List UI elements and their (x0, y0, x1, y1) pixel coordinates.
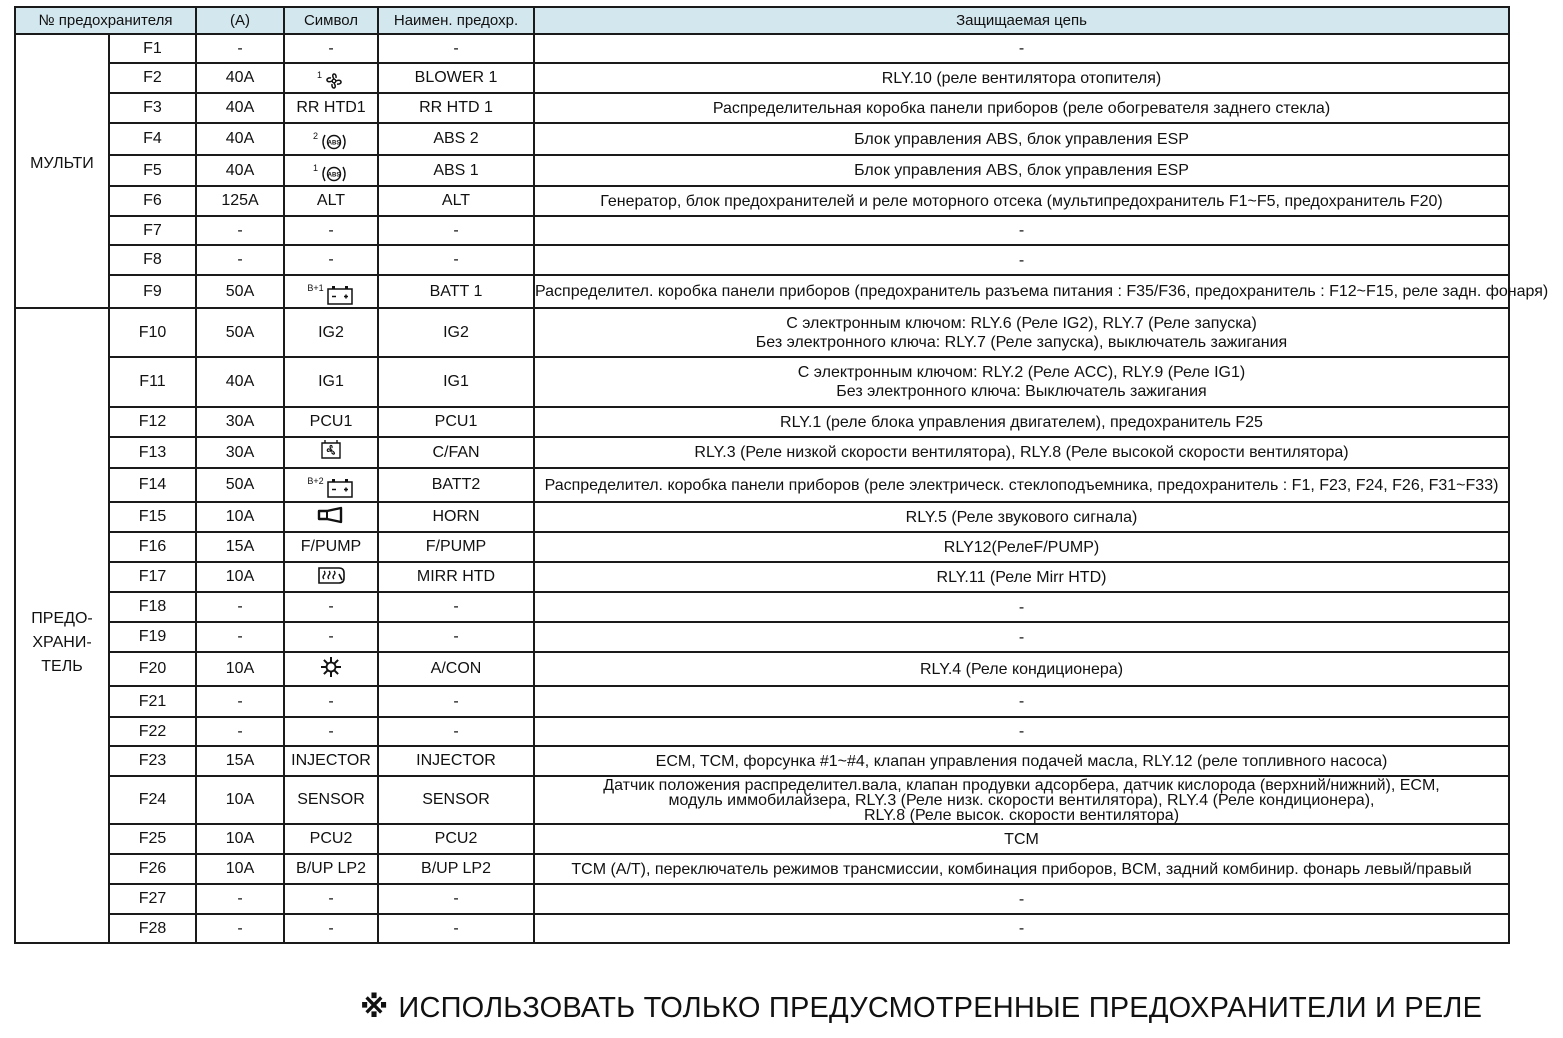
reference-mark-icon: ※ (360, 992, 389, 1024)
fuse-id: F9 (109, 275, 196, 308)
protected-circuit (534, 884, 1509, 914)
fuse-name: - (378, 884, 534, 914)
table-row (15, 407, 1509, 437)
fuse-symbol: - (284, 622, 378, 652)
table-row (15, 93, 1509, 123)
footer-text: ИСПОЛЬЗОВАТЬ ТОЛЬКО ПРЕДУСМОТРЕННЫЕ ПРЕДОХРАНИТЕЛИ И РЕЛЕ (398, 992, 1483, 1024)
protected-circuit (534, 592, 1509, 622)
circuit-line: Без электронного ключа: RLY.7 (Реле запуска), выключатель зажигания (755, 333, 1288, 351)
fuse-amperage: 10A (196, 776, 284, 824)
table-row (15, 123, 1509, 155)
table-row (15, 468, 1509, 502)
protected-circuit (534, 155, 1509, 186)
circuit-line: RLY.5 (Реле звукового сигнала) (905, 508, 1138, 526)
table-row (15, 592, 1509, 622)
circuit-line: Блок управления ABS, блок управления ESP (854, 130, 1189, 148)
fuse-name: B/UP LP2 (378, 854, 534, 884)
fuse-id: F18 (109, 592, 196, 622)
table-row (15, 884, 1509, 914)
fuse-amperage: 15A (196, 532, 284, 562)
fuse-name: PCU2 (378, 824, 534, 854)
table-row (15, 437, 1509, 468)
fuse-amperage: - (196, 216, 284, 245)
fuse-name: - (378, 34, 534, 63)
circuit-line: RLY.10 (реле вентилятора отопителя) (881, 69, 1162, 87)
circuit-line: Распределител. коробка панели приборов (реле электрическ. стеклоподъемника, предохранитель : F1, F23, F24, F26, F31~F33) (544, 476, 1499, 494)
circuit-line: модуль иммобилайзера, RLY.3 (Реле низк. скорости вентилятора), RLY.4 (Реле кондиционера), (668, 791, 1375, 809)
table-row (15, 34, 1509, 63)
circuit-line: - (1018, 598, 1025, 616)
fuse-amperage: - (196, 592, 284, 622)
protected-circuit (534, 308, 1509, 357)
svg-text:ABS: ABS (327, 140, 341, 147)
circuit-line: RLY.4 (Реле кондиционера) (919, 660, 1124, 678)
circuit-line: - (1018, 628, 1025, 646)
fuse-id: F23 (109, 746, 196, 776)
fuse-id: F2 (109, 63, 196, 93)
fuse-id: F4 (109, 123, 196, 155)
fuse-symbol: - (284, 717, 378, 746)
circuit-line: - (1018, 40, 1025, 57)
fuse-symbol: - (284, 245, 378, 275)
fuse-amperage: 40A (196, 357, 284, 407)
fuse-symbol (284, 63, 378, 93)
horn-icon (315, 506, 347, 524)
fuse-symbol (284, 437, 378, 468)
fuse-id: F6 (109, 186, 196, 216)
fuse-name: RR HTD 1 (378, 93, 534, 123)
circuit-line: TCM (A/T), переключатель режимов трансмиссии, комбинация приборов, BCM, задний комбинир. фонарь левый/правый (571, 860, 1472, 878)
fuse-amperage: 40A (196, 155, 284, 186)
fuse-id: F26 (109, 854, 196, 884)
fuse-amperage: 40A (196, 63, 284, 93)
fuse-name: - (378, 622, 534, 652)
table-row (15, 652, 1509, 686)
protected-circuit (534, 63, 1509, 93)
fuse-name: ABS 1 (378, 155, 534, 186)
fuse-symbol: SENSOR (284, 776, 378, 824)
svg-text:ABS: ABS (327, 172, 341, 178)
mirror-heater-icon (315, 564, 347, 586)
group-multi-label (15, 34, 109, 308)
table-row (15, 686, 1509, 717)
circuit-line: - (1018, 920, 1025, 937)
group-label-line: ХРАНИ- (32, 634, 92, 651)
fuse-name: A/CON (378, 652, 534, 686)
circuit-line: RLY.1 (реле блока управления двигателем), предохранитель F25 (780, 413, 1263, 431)
fuse-symbol: ALT (284, 186, 378, 216)
fuse-id: F1 (109, 34, 196, 63)
protected-circuit (534, 407, 1509, 437)
circuit-line: TCM (1004, 830, 1039, 848)
circuit-line: Распределительная коробка панели приборов (реле обогревателя заднего стекла) (712, 99, 1331, 117)
fuse-symbol (284, 562, 378, 592)
fuse-id: F12 (109, 407, 196, 437)
fuse-amperage: 10A (196, 562, 284, 592)
air-conditioner-icon (318, 654, 344, 680)
header-amps: (A) (196, 7, 284, 34)
table-row (15, 532, 1509, 562)
fuse-symbol: PCU2 (284, 824, 378, 854)
fuse-name: SENSOR (378, 776, 534, 824)
fuse-id: F7 (109, 216, 196, 245)
fuse-name: - (378, 914, 534, 943)
fuse-amperage: - (196, 884, 284, 914)
circuit-line: Блок управления ABS, блок управления ESP (854, 162, 1189, 179)
group-label-line: ПРЕДО- (31, 610, 93, 627)
protected-circuit (534, 216, 1509, 245)
fuse-name: - (378, 717, 534, 746)
table-row (15, 216, 1509, 245)
circuit-line: RLY.11 (Реле Mirr HTD) (936, 568, 1107, 586)
symbol-index: B+1 (307, 282, 324, 293)
fuse-id: F19 (109, 622, 196, 652)
fuse-symbol (284, 155, 378, 186)
table-row (15, 776, 1509, 824)
protected-circuit (534, 532, 1509, 562)
table-row (15, 186, 1509, 216)
fuse-symbol: IG2 (284, 308, 378, 357)
fuse-amperage: 40A (196, 123, 284, 155)
fuse-id: F22 (109, 717, 196, 746)
table-row (15, 717, 1509, 746)
abs-icon (313, 132, 349, 152)
circuit-line: RLY.8 (Реле высок. скорости вентилятора) (863, 806, 1180, 824)
fuse-symbol: F/PUMP (284, 532, 378, 562)
fuse-amperage: 15A (196, 746, 284, 776)
fuse-amperage: - (196, 914, 284, 943)
fuse-name: BATT 1 (378, 275, 534, 308)
fuse-id: F8 (109, 245, 196, 275)
header-fuse-no: № предохранителя (15, 7, 196, 34)
fuse-id: F15 (109, 502, 196, 532)
table-row (15, 914, 1509, 943)
fuse-id: F28 (109, 914, 196, 943)
fuse-name: HORN (378, 502, 534, 532)
table-body (15, 34, 1549, 943)
protected-circuit (534, 186, 1509, 216)
fuse-name: BATT2 (378, 468, 534, 502)
circuit-line: - (1018, 890, 1025, 908)
circuit-line: - (1018, 723, 1025, 740)
fuse-table (14, 6, 1549, 944)
table-row (15, 824, 1509, 854)
fuse-symbol (284, 502, 378, 532)
fuse-id: F11 (109, 357, 196, 407)
protected-circuit (534, 622, 1509, 652)
fuse-amperage: 10A (196, 652, 284, 686)
fuse-id: F17 (109, 562, 196, 592)
fuse-amperage: 30A (196, 407, 284, 437)
circuit-line: - (1018, 693, 1025, 710)
circuit-line: RLY.3 (Реле низкой скорости вентилятора), RLY.8 (Реле высокой скорости вентилятора) (694, 444, 1349, 461)
fuse-id: F16 (109, 532, 196, 562)
fuse-id: F5 (109, 155, 196, 186)
fuse-amperage: 30A (196, 437, 284, 468)
protected-circuit (534, 776, 1509, 824)
fuse-amperage: 125A (196, 186, 284, 216)
protected-circuit (534, 824, 1509, 854)
group-fuse-label (15, 308, 109, 943)
circuit-line: С электронным ключом: RLY.6 (Реле IG2), RLY.7 (Реле запуска) (786, 314, 1257, 332)
fuse-name: ALT (378, 186, 534, 216)
fuse-symbol (284, 275, 378, 308)
fuse-amperage: 50A (196, 468, 284, 502)
fuse-name: MIRR HTD (378, 562, 534, 592)
fuse-name: C/FAN (378, 437, 534, 468)
protected-circuit (534, 914, 1509, 943)
fuse-id: F25 (109, 824, 196, 854)
symbol-index: 1 (312, 162, 318, 173)
fuse-symbol: - (284, 34, 378, 63)
group-label-line: ТЕЛЬ (41, 658, 83, 675)
table-row (15, 746, 1509, 776)
fuse-symbol: - (284, 914, 378, 943)
table-row (15, 308, 1509, 357)
fuse-id: F21 (109, 686, 196, 717)
fuse-symbol: - (284, 686, 378, 717)
cooling-fan-icon (316, 438, 346, 462)
circuit-line: ECM, TCM, форсунка #1~#4, клапан управления подачей масла, RLY.12 (реле топливного насоса) (655, 752, 1388, 770)
protected-circuit (534, 502, 1509, 532)
fuse-symbol (284, 468, 378, 502)
fuse-symbol: IG1 (284, 357, 378, 407)
circuit-line: Генератор, блок предохранителей и реле моторного отсека (мультипредохранитель F1~F5, предохранитель F20) (600, 192, 1443, 210)
fuse-amperage: 10A (196, 854, 284, 884)
fuse-id: F20 (109, 652, 196, 686)
fuse-id: F13 (109, 437, 196, 468)
fuse-amperage: 50A (196, 308, 284, 357)
circuit-line: С электронным ключом: RLY.2 (Реле ACC), RLY.9 (Реле IG1) (797, 364, 1246, 381)
protected-circuit (534, 468, 1509, 502)
fuse-name: ABS 2 (378, 123, 534, 155)
battery-icon (307, 477, 354, 499)
fuse-amperage: - (196, 622, 284, 652)
fuse-symbol: B/UP LP2 (284, 854, 378, 884)
fuse-amperage: 50A (196, 275, 284, 308)
symbol-index: B+2 (307, 476, 324, 486)
fuse-amperage: - (196, 717, 284, 746)
protected-circuit (534, 34, 1509, 63)
table-row (15, 245, 1509, 275)
header-symbol: Символ (284, 7, 378, 34)
circuit-line: Распределител. коробка панели приборов (предохранитель разъема питания : F35/F36, предохранитель : F12~F15, реле задн. фонаря) (535, 283, 1549, 300)
fuse-amperage: 10A (196, 824, 284, 854)
fuse-name: IG2 (378, 308, 534, 357)
fuse-name: IG1 (378, 357, 534, 407)
fuse-name: - (378, 592, 534, 622)
group-label-text: МУЛЬТИ (30, 155, 94, 172)
battery-icon (307, 284, 354, 306)
symbol-index: 1 (316, 70, 322, 80)
circuit-line: Без электронного ключа: Выключатель зажигания (836, 383, 1207, 400)
blower-fan-icon (317, 71, 345, 91)
fuse-id: F24 (109, 776, 196, 824)
fuse-symbol (284, 652, 378, 686)
fuse-symbol: RR HTD1 (284, 93, 378, 123)
fuse-amperage: - (196, 686, 284, 717)
fuse-id: F10 (109, 308, 196, 357)
fuse-amperage: 40A (196, 93, 284, 123)
protected-circuit (534, 123, 1509, 155)
fuse-symbol: - (284, 592, 378, 622)
circuit-line: - (1018, 251, 1025, 269)
fuse-amperage: - (196, 34, 284, 63)
table-row (15, 854, 1509, 884)
fuse-name: - (378, 216, 534, 245)
fuse-name: - (378, 686, 534, 717)
protected-circuit (534, 275, 1549, 308)
table-row (15, 275, 1509, 308)
fuse-id: F3 (109, 93, 196, 123)
protected-circuit (534, 562, 1509, 592)
protected-circuit (534, 686, 1509, 717)
protected-circuit (534, 652, 1509, 686)
header-circuit: Защищаемая цепь (534, 7, 1509, 34)
fuse-amperage: - (196, 245, 284, 275)
fuse-symbol: PCU1 (284, 407, 378, 437)
fuse-id: F14 (109, 468, 196, 502)
protected-circuit (534, 854, 1509, 884)
table-row (15, 63, 1509, 93)
symbol-index: 2 (312, 131, 318, 141)
fuse-symbol (284, 123, 378, 155)
circuit-line: - (1018, 222, 1025, 239)
fuse-amperage: 10A (196, 502, 284, 532)
protected-circuit (534, 357, 1509, 407)
table-header-row (15, 7, 1509, 34)
fuse-name: PCU1 (378, 407, 534, 437)
fuse-symbol: - (284, 884, 378, 914)
fuse-name: F/PUMP (378, 532, 534, 562)
table-row (15, 562, 1509, 592)
fuse-name: INJECTOR (378, 746, 534, 776)
protected-circuit (534, 93, 1509, 123)
table-row (15, 357, 1509, 407)
fuse-symbol: INJECTOR (284, 746, 378, 776)
table-row (15, 622, 1509, 652)
fuse-name: BLOWER 1 (378, 63, 534, 93)
protected-circuit (534, 717, 1509, 746)
footer-note (360, 990, 1482, 1025)
fuse-id: F27 (109, 884, 196, 914)
fuse-symbol: - (284, 216, 378, 245)
header-name: Наимен. предохр. (378, 7, 534, 34)
protected-circuit (534, 245, 1509, 275)
fuse-name: - (378, 245, 534, 275)
table-row (15, 155, 1509, 186)
circuit-line: Датчик положения распределител.вала, клапан продувки адсорбера, датчик кислорода (верхний/нижний), ECM, (603, 776, 1440, 794)
protected-circuit (534, 746, 1509, 776)
abs-icon (313, 164, 349, 184)
circuit-line: RLY12(РелеF/PUMP) (943, 538, 1100, 556)
table-row (15, 502, 1509, 532)
protected-circuit (534, 437, 1509, 468)
